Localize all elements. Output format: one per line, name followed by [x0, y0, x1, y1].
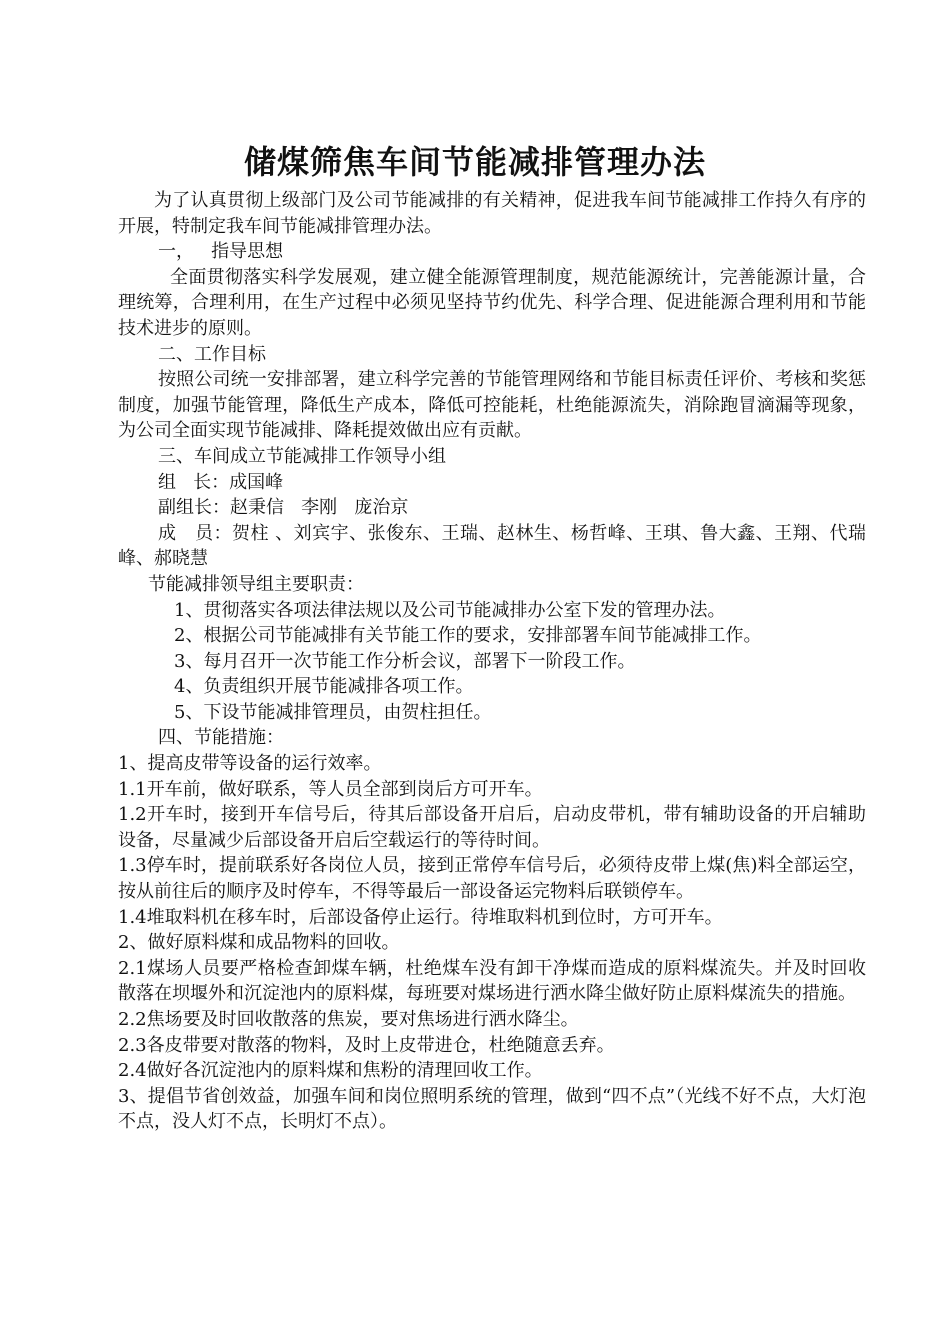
group-leader: 组 长：成国峰	[158, 471, 284, 493]
document-title: 储煤筛焦车间节能减排管理办法	[243, 143, 706, 181]
duty-text: 下设节能减排管理员，由贺柱担任。	[203, 701, 492, 723]
duties-list	[118, 598, 866, 726]
section-1-text: 全面贯彻落实科学发展观，建立健全能源管理制度，规范能源统计，完善能源计量，合理统筹，合理利用，在生产过程中必须见坚持节约优先、科学合理、促进能源合理利用和节能技术进步的原则。	[118, 266, 866, 339]
section-2-text: 按照公司统一安排部署，建立科学完善的节能管理网络和节能目标责任评价、考核和奖惩制度，加强节能管理，降低生产成本，降低可控能耗，杜绝能源流失，消除跑冒滴漏等现象，为公司全面实现节能减排、降耗提效做出应有贡献。	[118, 369, 866, 442]
duty-number: 5、	[174, 701, 204, 723]
duty-item	[118, 598, 866, 624]
measure-item: 2.1煤场人员要严格检查卸煤车辆，杜绝煤车没有卸干净煤而造成的原料煤流失。并及时回收散落在坝堰外和沉淀池内的原料煤，每班要对煤场进行洒水降尘做好防止原料煤流失的措施。	[118, 957, 866, 1005]
measure-item: 3、提倡节省创效益，加强车间和岗位照明系统的管理，做到“四不点”（光线不好不点，大灯泡不点，没人灯不点，长明灯不点）。	[118, 1085, 866, 1133]
measure-item: 2.4做好各沉淀池内的原料煤和焦粉的清理回收工作。	[118, 1060, 543, 1082]
duty-item	[118, 649, 866, 675]
duties-heading: 节能减排领导组主要职责：	[148, 573, 364, 595]
measure-item: 1.4堆取料机在移车时，后部设备停止运行。待堆取料机到位时，方可开车。	[118, 906, 723, 928]
section-4-heading: 四、节能措施：	[158, 727, 284, 749]
measure-item: 1.3停车时，提前联系好各岗位人员，接到正常停车信号后，必须待皮带上煤(焦)料全部运空，按从前往后的顺序及时停车，不得等最后一部设备运完物料后联锁停车。	[118, 855, 866, 903]
duty-item	[118, 623, 866, 649]
group-members: 成 员：贺柱 、刘宾宇、张俊东、王瑞、赵林生、杨哲峰、王琪、鲁大鑫、王翔、代瑞峰、郝晓慧	[118, 522, 866, 570]
section-3-heading: 三、车间成立节能减排工作领导小组	[158, 445, 446, 467]
group-deputy: 副组长：赵秉信 李刚 庞治京	[158, 497, 409, 519]
section-2-heading: 二、工作目标	[158, 343, 266, 365]
document-body	[118, 188, 866, 1135]
duty-text: 贯彻落实各项法律法规以及公司节能减排办公室下发的管理办法。	[203, 599, 726, 621]
measures-list	[118, 751, 866, 1135]
measure-item: 1.2开车时，接到开车信号后，待其后部设备开启后，启动皮带机，带有辅助设备的开启辅助设备，尽量减少后部设备开启后空载运行的等待时间。	[118, 804, 866, 851]
duty-number: 1、	[174, 599, 204, 621]
duty-item	[118, 700, 866, 726]
measure-item: 2、做好原料煤和成品物料的回收。	[118, 932, 400, 954]
measure-item: 1、提高皮带等设备的运行效率。	[118, 753, 382, 775]
duty-number: 2、	[174, 625, 204, 647]
duty-number: 3、	[174, 650, 204, 672]
duty-text: 每月召开一次节能工作分析会议，部署下一阶段工作。	[203, 650, 636, 672]
intro-paragraph: 为了认真贯彻上级部门及公司节能减排的有关精神，促进我车间节能减排工作持久有序的开展，特制定我车间节能减排管理办法。	[118, 190, 866, 237]
duty-item	[118, 674, 866, 700]
duty-text: 根据公司节能减排有关节能工作的要求，安排部署车间节能减排工作。	[203, 625, 762, 647]
duty-number: 4、	[174, 676, 204, 698]
measure-item: 2.3各皮带要对散落的物料，及时上皮带进仓，杜绝随意丢弃。	[118, 1034, 615, 1056]
measure-item: 2.2焦场要及时回收散落的焦炭，要对焦场进行洒水降尘。	[118, 1009, 579, 1030]
duty-text: 负责组织开展节能减排各项工作。	[203, 676, 474, 698]
measure-item: 1.1开车前，做好联系，等人员全部到岗后方可开车。	[118, 778, 543, 800]
section-1-heading: 一， 指导思想	[158, 241, 284, 263]
